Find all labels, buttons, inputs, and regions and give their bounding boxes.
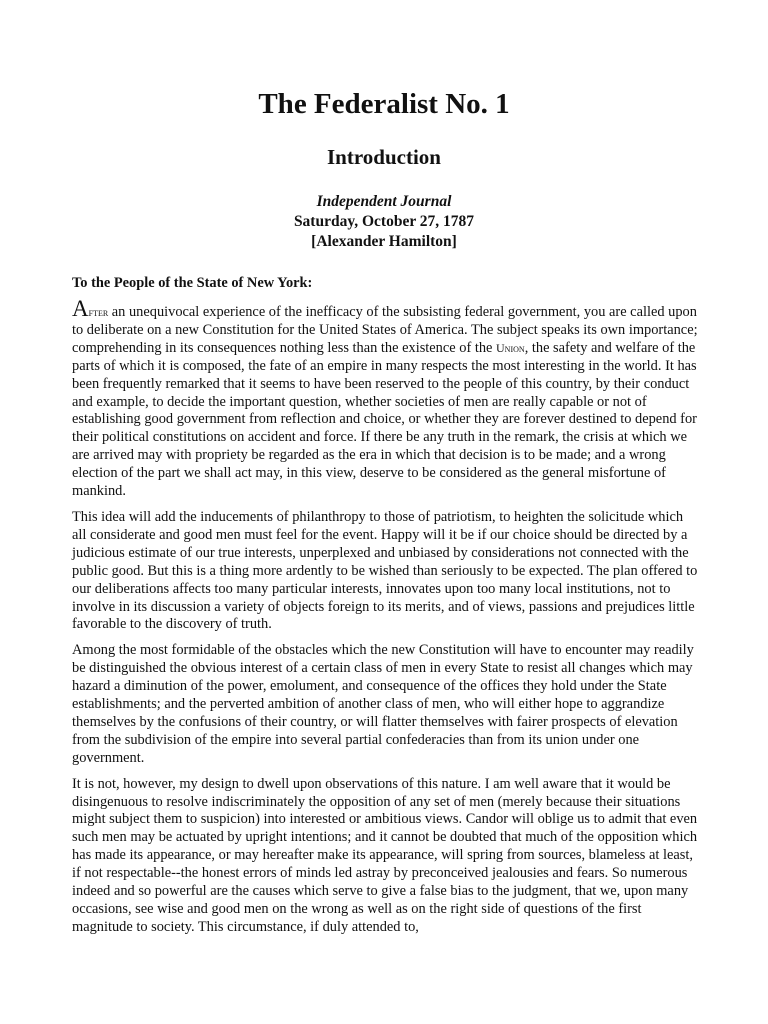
publication-name: Independent Journal	[316, 193, 452, 210]
document-subtitle: Introduction	[327, 145, 441, 169]
paragraph-1-text-b: , the safety and welfare of the parts of which it is composed, the fate of an empire in many respects the most interesting in the world. It has been frequently remarked that it seems to have been reserved to the people of this country, by their conduct and example, to decide the important question, whether societies of men are really capable or not of establishing good government from reflection and choice, or whether they are forever destined to depend for their political constitutions on accident and force. If there be any truth in the remark, the crisis at which we are arrived may with propriety be regarded as the era in which that decision is to be made; and a wrong election of the part we shall act may, in this view, deserve to be considered as the general misfortune of mankind.	[72, 339, 697, 500]
drop-cap: A	[72, 296, 89, 321]
body-text	[72, 296, 700, 945]
paragraph-1	[72, 296, 700, 501]
publication-date: Saturday, October 27, 1787	[293, 213, 475, 230]
salutation: To the People of the State of New York:	[72, 275, 313, 291]
paragraph-2: This idea will add the inducements of philanthropy to those of patriotism, to heighten the solicitude which all considerate and good men must feel for the event. Happy will it be if our choice should be directed by a judicious estimate of our true interests, unperplexed and unbiased by considerations not connected with the public good. But this is a thing more ardently to be wished than seriously to be expected. The plan offered to our deliberations affects too many particular interests, innovates upon too many local institutions, not to involve in its discussion a variety of objects foreign to its merits, and of views, passions and prejudices little favorable to the discovery of truth.	[72, 508, 698, 633]
small-caps-opening: fter	[88, 305, 109, 319]
document-title: The Federalist No. 1	[258, 88, 510, 120]
paragraph-3: Among the most formidable of the obstacles which the new Constitution will have to encounter may readily be distinguished the obvious interest of a certain class of men in every State to resist all changes which may hazard a diminution of the power, emolument, and consequence of the offices they hold under the State establishments; and the perverted ambition of another class of men, who will either hope to aggrandize themselves by the confusions of their country, or will flatter themselves with fairer prospects of elevation from the subdivision of the empire into several partial confederacies than from its union under one government.	[72, 642, 694, 766]
paragraph-4: It is not, however, my design to dwell upon observations of this nature. I am well aware that it would be disingenuous to resolve indiscriminately the opposition of any set of men (merely because their situations might subject them to suspicion) into interested or ambitious views. Candor will oblige us to admit that even such men may be actuated by upright intentions; and it cannot be doubted that much of the opposition which has made its appearance, or may hereafter make its appearance, will spring from sources, blameless at least, if not respectable--the honest errors of minds led astray by preconceived jealousies and fears. So numerous indeed and so powerful are the causes which serve to give a false bias to the judgment, that we, upon many occasions, see wise and good men on the wrong as well as on the right side of questions of the first magnitude to society. This circumstance, if duly attended to,	[72, 775, 698, 935]
paragraph-1-text-a: an unequivocal experience of the inefficacy of the subsisting federal government, you are called upon to deliberate on a new Constitution for the United States of America. The subject speaks its own importance; comprehending in its consequences nothing less than the existence of the	[72, 304, 698, 356]
publication-block	[0, 192, 768, 252]
author-attribution: [Alexander Hamilton]	[311, 233, 457, 250]
union-small-caps: Union	[496, 340, 525, 355]
